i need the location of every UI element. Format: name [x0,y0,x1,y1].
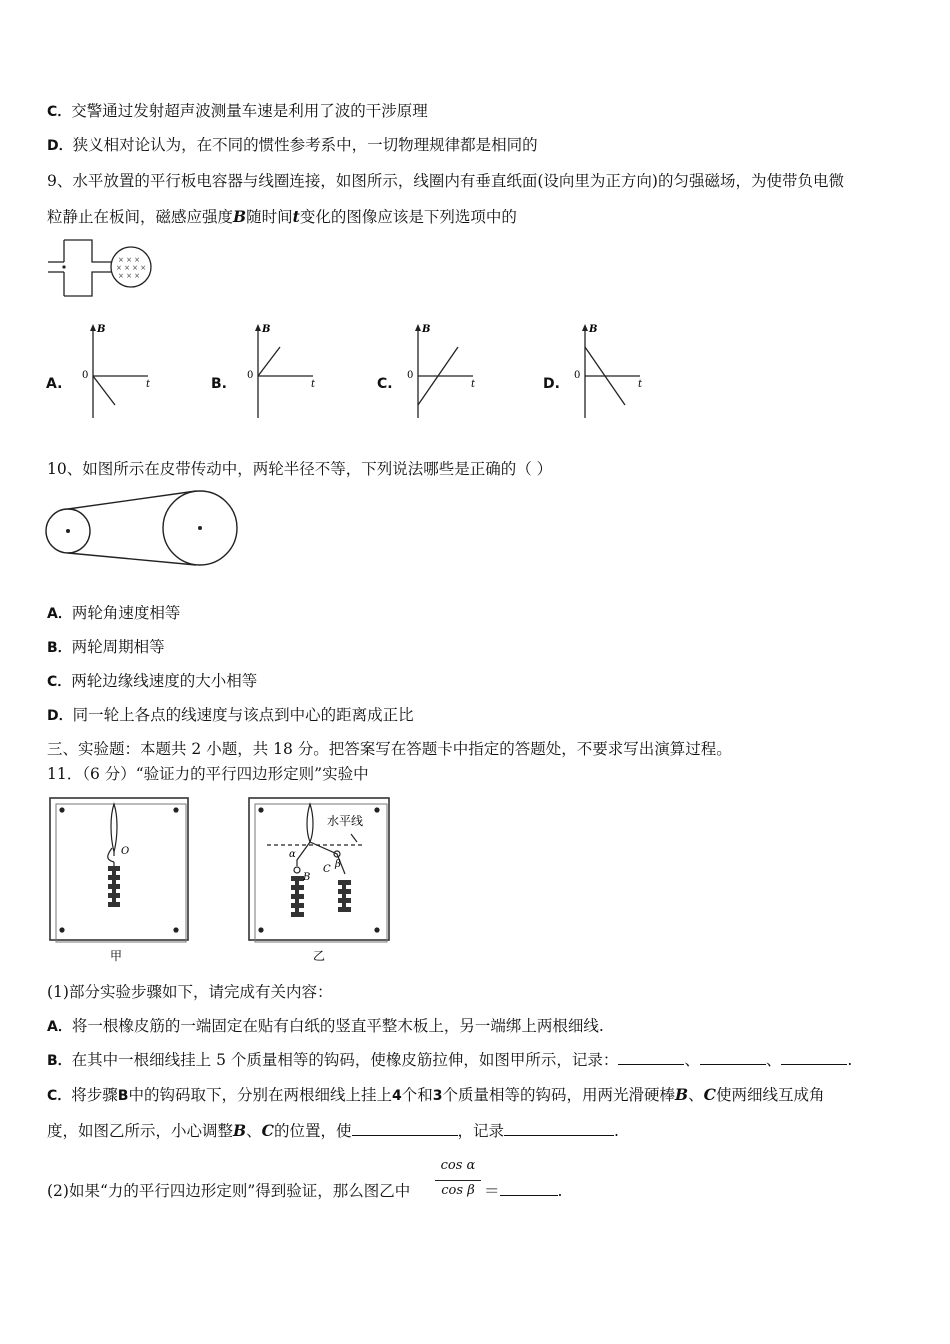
var-b: B [233,207,247,226]
equals: ＝ [484,1182,500,1200]
number: 3 [432,1088,443,1104]
graph-option-label-d: D. [543,376,560,392]
period: . [847,1051,853,1069]
q11-part1: (1)部分实验步骤如下，请完成有关内容： [47,983,333,1001]
label-beta: β [335,859,341,870]
figure-jia-label: 甲 [110,949,123,963]
var-c: C [261,1121,274,1140]
separator: 、 [246,1122,262,1140]
label-o: O [121,846,130,857]
text: 将步骤 [71,1086,118,1104]
text: 的位置，使 [273,1122,352,1140]
q10-option-a [47,602,180,625]
var-t: t [292,207,300,226]
graph-option-label-c: C. [377,376,393,392]
text: 个和 [401,1086,433,1104]
answer-blank[interactable] [352,1121,458,1136]
graph-option-label-b: B. [211,376,227,392]
label-b: B [303,872,311,883]
answer-blank[interactable] [700,1050,766,1065]
q11-stem: 11．（6 分）“验证力的平行四边形定则”实验中 [47,765,369,783]
label-horizontal: 水平线 [327,814,364,828]
x-axis-label: t [146,379,151,390]
text: (2)如果“力的平行四边形定则”得到验证，那么图乙中 [47,1182,411,1200]
step-label: C． [47,1088,72,1104]
option-text: 两轮边缘线速度的大小相等 [71,672,258,690]
var-c: C [703,1085,716,1104]
x-axis-label: t [638,379,643,390]
text: 度，如图乙所示，小心调整 [47,1122,234,1140]
origin-label: 0 [574,370,581,381]
y-axis-arrow [90,324,96,331]
y-axis-arrow [582,324,588,331]
separator: 、 [684,1051,700,1069]
text: 个质量相等的钩码，用两光滑硬棒 [442,1086,676,1104]
step-label: B． [47,1053,72,1069]
b-t-graph-b [243,320,323,420]
q11-part2 [47,1180,410,1202]
q9-stem-line1: 9、水平放置的平行板电容器与线圈连接，如图所示，线圈内有垂直纸面(设向里为正方向)的匀强磁场，为使带负电微 [47,172,844,190]
option-label: C． [47,104,72,120]
label-c: C [323,864,331,875]
answer-blank[interactable] [618,1050,684,1065]
svg-text:× × ×: × × × [118,256,141,264]
x-axis-label: t [311,379,316,390]
answer-blank[interactable] [500,1181,558,1196]
period: . [557,1182,563,1200]
origin-label: 0 [82,370,89,381]
q11-part2-answer [484,1180,562,1202]
b-t-graph-a [78,320,158,420]
label-alpha: α [289,849,296,860]
q11-step-a [47,1015,604,1038]
figure-jia [48,796,193,964]
step-text: 将一根橡皮筋的一端固定在贴有白纸的竖直平整木板上，另一端绑上两根细线. [71,1017,604,1035]
text: 使两细线互成角 [715,1086,825,1104]
fraction-numerator: cos α [440,1158,476,1173]
q9-stem-line2 [47,206,517,228]
q11-step-c-line1 [47,1084,825,1107]
text: 变化的图像应该是下列选项中的 [299,208,517,226]
option-text: 两轮角速度相等 [71,604,181,622]
figure-yi [247,796,397,964]
option-label: D． [47,138,73,154]
answer-blank[interactable] [504,1121,614,1136]
b-t-graph-d [570,320,650,420]
separator: 、 [688,1086,704,1104]
fraction-bar [435,1180,481,1181]
origin-label: 0 [407,370,414,381]
text: 随时间 [246,208,293,226]
b-t-series-line [93,376,115,405]
y-axis-label: B [97,324,106,335]
var-b: B [233,1121,247,1140]
q11-step-b [47,1049,852,1072]
text: ，记录 [457,1122,505,1140]
y-axis-label: B [262,324,271,335]
text: B [117,1088,129,1104]
q10-option-d [47,704,414,727]
y-axis-arrow [255,324,261,331]
y-axis-label: B [589,324,598,335]
step-text: 在其中一根细线挂上 5 个质量相等的钩码，使橡皮筋拉伸，如图甲所示，记录： [71,1051,619,1069]
text: 粒静止在板间，磁感应强度 [47,208,234,226]
number: 4 [391,1088,402,1104]
svg-text:× × ×: × × × [118,272,141,280]
var-b: B [675,1085,689,1104]
option-label: A． [47,606,72,622]
option-text: 两轮周期相等 [71,638,165,656]
option-text: 同一轮上各点的线速度与该点到中心的距离成正比 [72,706,414,724]
graph-option-label-a: A. [46,376,63,392]
b-t-graph-c [403,320,483,420]
option-label: C． [47,674,72,690]
svg-text:× × × ×: × × × × [116,264,147,272]
b-t-series-line [258,347,280,376]
q10-stem: 10、如图所示在皮带传动中，两轮半径不等，下列说法哪些是正确的（ ） [47,460,553,478]
q11-step-c-line2 [47,1120,619,1142]
section-3-heading: 三、实验题：本题共 2 小题，共 18 分。把答案写在答题卡中指定的答题处，不要求写出演算过程。 [47,740,732,758]
belt-pulley-figure [44,490,244,570]
fraction-denominator: cos β [441,1183,475,1198]
q10-option-b [47,636,165,659]
step-label: A． [47,1019,72,1035]
capacitor-coil-figure [44,238,154,300]
text: 中的钩码取下，分别在两根细线上挂上 [128,1086,392,1104]
x-axis-label: t [471,379,476,390]
y-axis-arrow [415,324,421,331]
q8-option-c [47,100,428,123]
option-label: D． [47,708,73,724]
option-text: 交警通过发射超声波测量车速是利用了波的干涉原理 [71,102,428,120]
q10-option-c [47,670,257,693]
period: . [614,1122,619,1140]
origin-label: 0 [247,370,254,381]
q8-option-d [47,134,538,157]
y-axis-label: B [422,324,431,335]
answer-blank[interactable] [781,1050,847,1065]
option-label: B． [47,640,72,656]
separator: 、 [765,1051,782,1069]
option-text: 狭义相对论认为，在不同的惯性参考系中，一切物理规律都是相同的 [72,136,538,154]
figure-yi-label: 乙 [313,949,326,963]
